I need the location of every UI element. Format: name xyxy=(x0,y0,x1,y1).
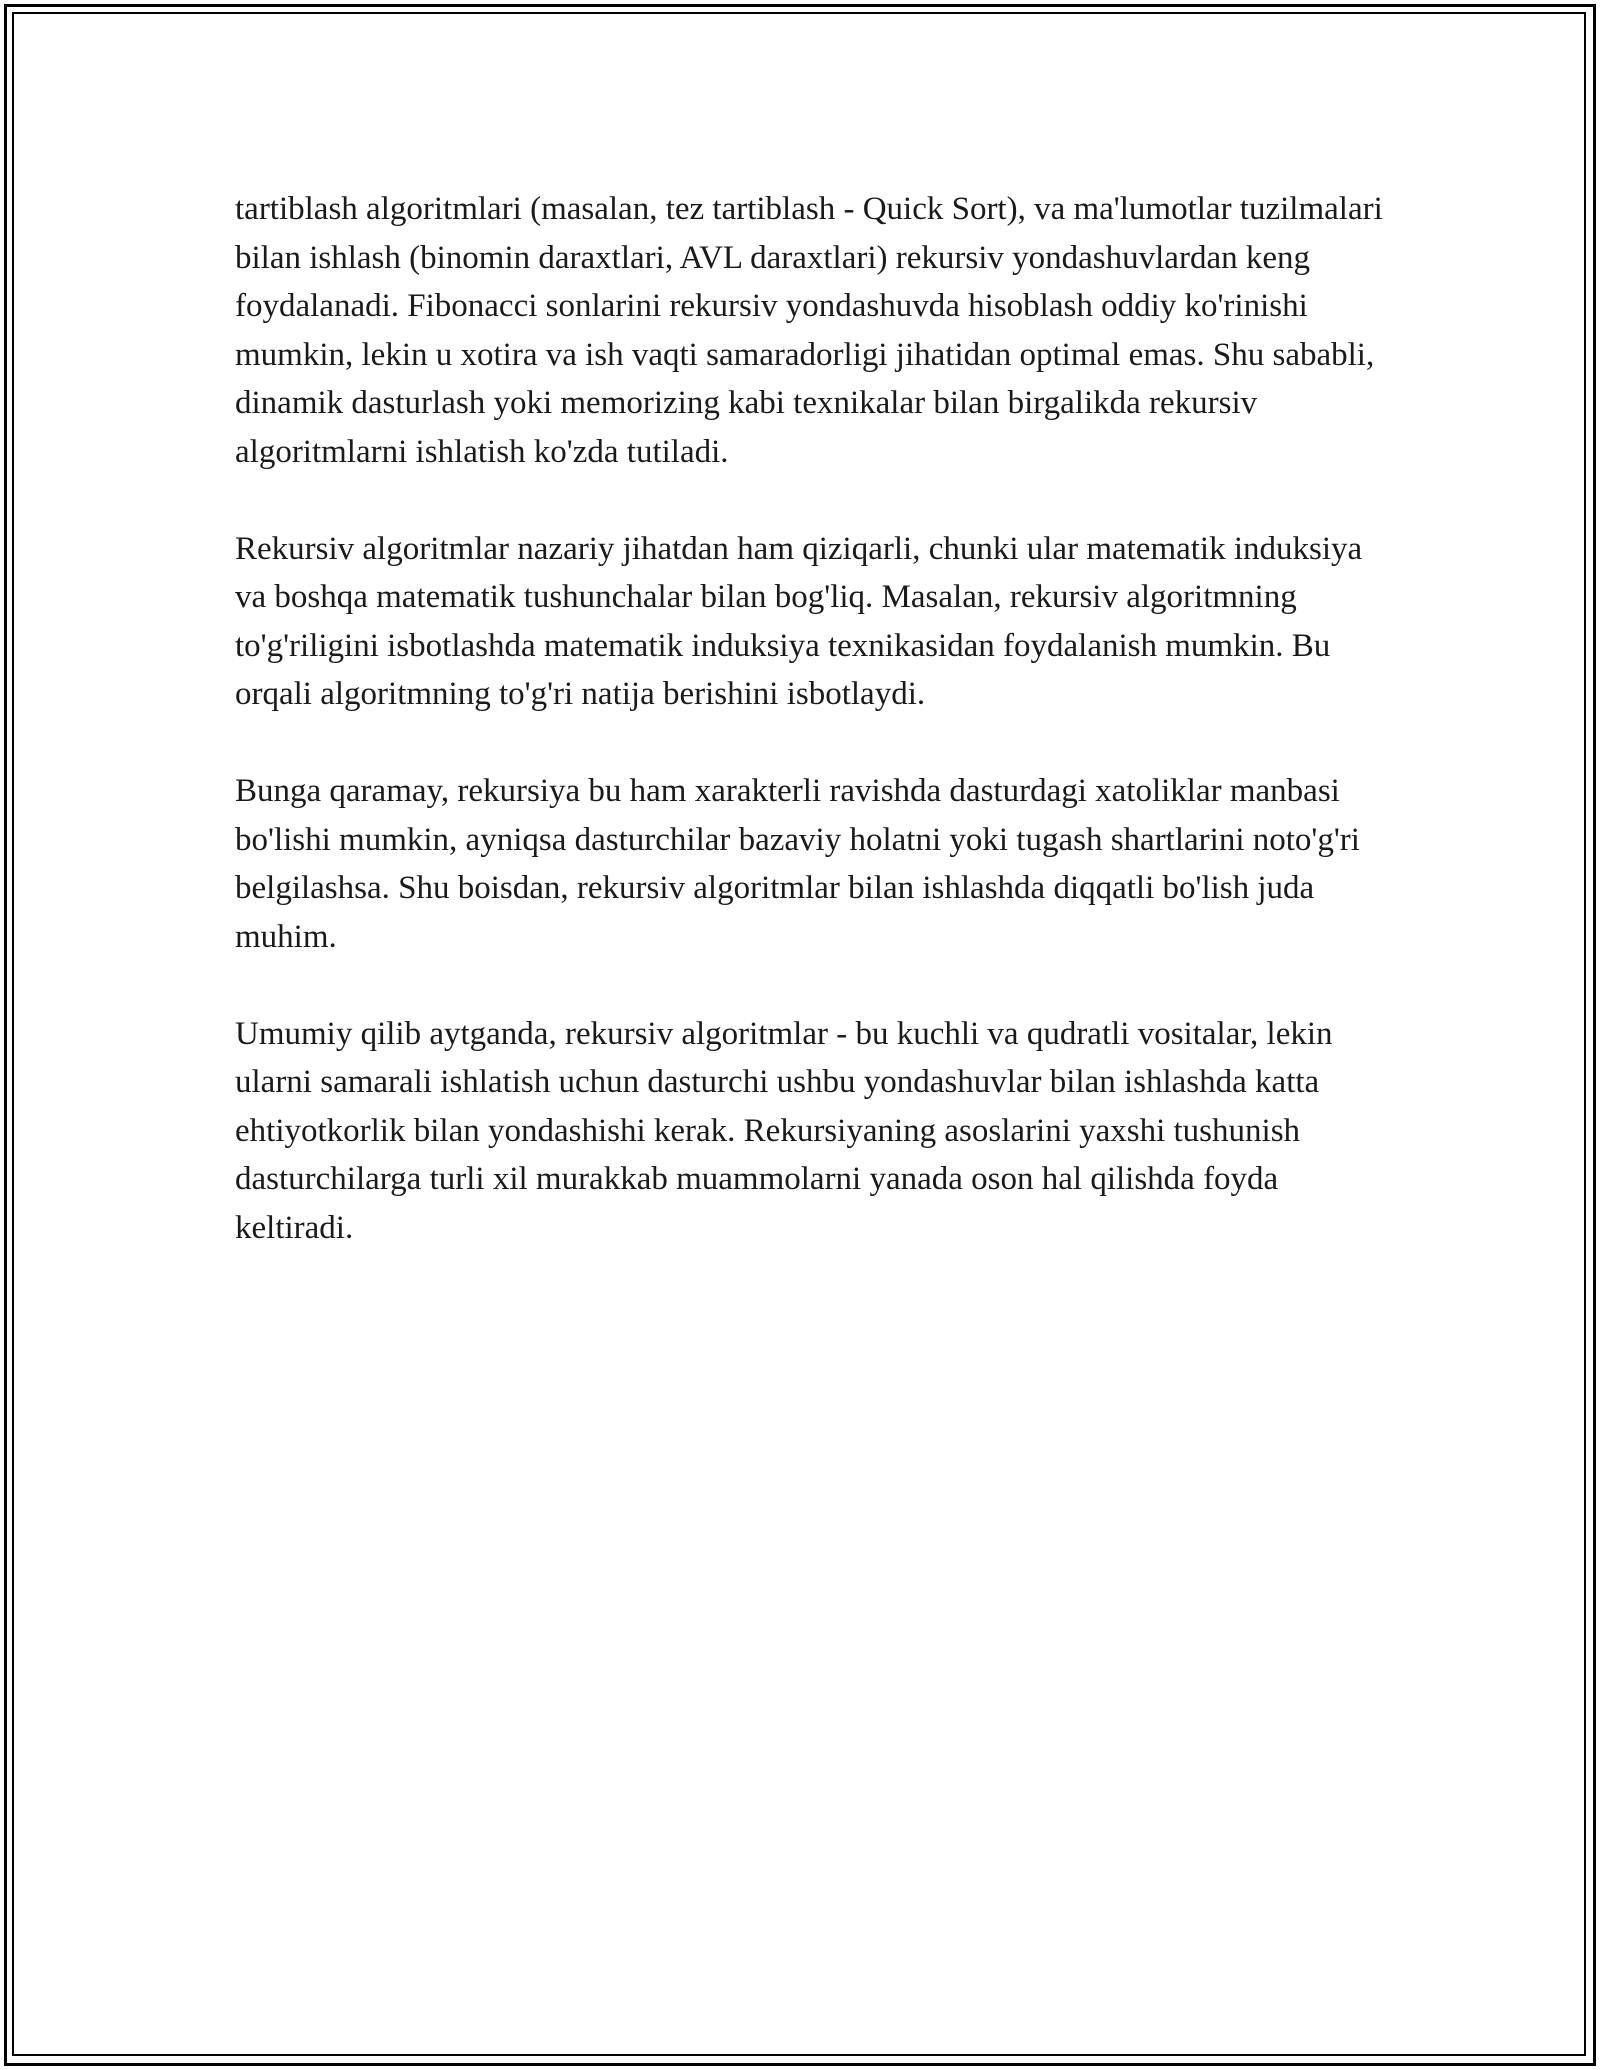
paragraph-3: Bunga qaramay, rekursiya bu ham xarakterli ravishda dasturdagi xatoliklar manbasi bo'lishi mumkin, ayniqsa dasturchilar bazaviy holatni yoki tugash shartlarini noto'g'ri belgilashsa. Shu boisdan, rekursiv algoritmlar bilan ishlashda diqqatli bo'lish juda muhim. xyxy=(235,773,1360,955)
document-body xyxy=(235,185,1385,1301)
paragraph-4: Umumiy qilib aytganda, rekursiv algoritmlar - bu kuchli va qudratli vositalar, lekin ularni samarali ishlatish uchun dasturchi ushbu yondashuvlar bilan ishlashda katta ehtiyotkorlik bilan yondashishi kerak. Rekursiyaning asoslarini yaxshi tushunish dasturchilarga turli xil murakkab muammolarni yanada oson hal qilishda foyda keltiradi. xyxy=(235,1015,1333,1246)
paragraph-1: tartiblash algoritmlari (masalan, tez tartiblash - Quick Sort), va ma'lumotlar tuzilmalari bilan ishlash (binomin daraxtlari, AVL daraxtlari) rekursiv yondashuvlardan keng foydalanadi. Fibonacci sonlarini rekursiv yondashuvda hisoblash oddiy ko'rinishi mumkin, lekin u xotira va ish vaqti samaradorligi jihatidan optimal emas. Shu sababli, dinamik dasturlash yoki memorizing kabi texnikalar bilan birgalikda rekursiv algoritmlarni ishlatish ko'zda tutiladi. xyxy=(235,191,1383,470)
paragraph-2: Rekursiv algoritmlar nazariy jihatdan ham qiziqarli, chunki ular matematik induksiya va boshqa matematik tushunchalar bilan bog'liq. Masalan, rekursiv algoritmning to'g'riligini isbotlashda matematik induksiya texnikasidan foydalanish mumkin. Bu orqali algoritmning to'g'ri natija berishini isbotlaydi. xyxy=(235,530,1363,712)
